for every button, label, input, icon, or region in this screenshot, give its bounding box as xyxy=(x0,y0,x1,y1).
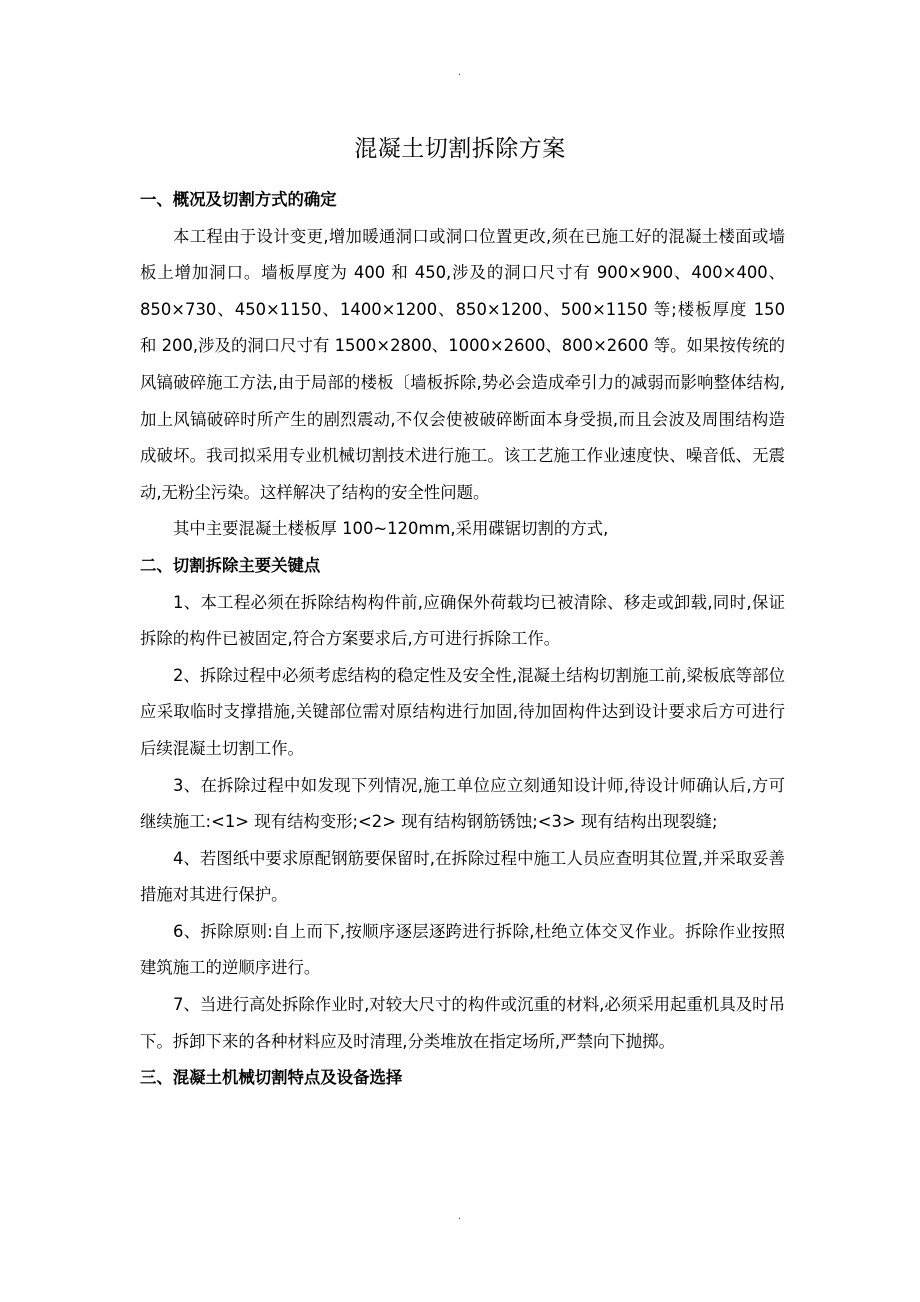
document-title: 混凝土切割拆除方案 xyxy=(354,136,566,162)
page-top-marker: . xyxy=(458,67,462,78)
paragraph-key-point-2: 2、拆除过程中必须考虑结构的稳定性及安全性,混凝土结构切割施工前,梁板底等部位应采取临时支撑措施,关键部位需对原结构进行加固,待加固构件达到设计要求后方可进行后续混凝土切割工作。 xyxy=(140,665,785,758)
paragraph-key-point-4: 4、若图纸中要求原配钢筋要保留时,在拆除过程中施工人员应查明其位置,并采取妥善措施对其进行保护。 xyxy=(140,848,785,905)
paragraph-key-point-1: 1、本工程必须在拆除结构构件前,应确保外荷载均已被清除、移走或卸载,同时,保证拆除的构件已被固定,符合方案要求后,方可进行拆除工作。 xyxy=(140,592,785,649)
paragraph-key-point-7: 7、当进行高处拆除作业时,对较大尺寸的构件或沉重的材料,必须采用起重机具及时吊下。拆卸下来的各种材料应及时清理,分类堆放在指定场所,严禁向下抛掷。 xyxy=(140,995,785,1051)
section-heading-equipment: 三、混凝土机械切割特点及设备选择 xyxy=(140,1068,403,1088)
paragraph-key-point-3: 3、在拆除过程中如发现下列情况,施工单位应立刻通知设计师,待设计师确认后,方可继续施工:<1> 现有结构变形;<2> 现有结构钢筋锈蚀;<3> 现有结构出现裂缝; xyxy=(140,775,785,832)
paragraph-key-point-6: 6、拆除原则:自上而下,按顺序逐层逐跨进行拆除,杜绝立体交叉作业。拆除作业按照建筑施工的逆顺序进行。 xyxy=(140,921,785,978)
page-bottom-marker: . xyxy=(458,1211,462,1222)
paragraph-overview: 本工程由于设计变更,增加暖通洞口或洞口位置更改,须在已施工好的混凝土楼面或墙板上增加洞口。墙板厚度为 400 和 450,涉及的洞口尺寸有 900×900、400×400、850×730、450×1150、1400×1200、850×1200、500×1150 等;楼板厚度 150 和 200,涉及的洞口尺寸有 1500×2800、1000×2600、800×2600 等。如果按传统的风镐破碎施工方法,由于局部的楼板〔墙板拆除,势必会造成牵引力的减弱而影响整体结构,加上风镐破碎时所产生的剧烈震动,不仅会使被破碎断面本身受损,而且会波及周围结构造成破坏。我司拟采用专业机械切割技术进行施工。该工艺施工作业速度快、噪音低、无震动,无粉尘污染。这样解决了结构的安全性问题。 xyxy=(140,226,785,502)
document-body xyxy=(140,182,785,1097)
section-heading-overview: 一、概况及切割方式的确定 xyxy=(140,190,337,209)
section-heading-key-points: 二、切割拆除主要关键点 xyxy=(140,555,321,575)
paragraph-cutting-method: 其中主要混凝土楼板厚 100~120mm,采用碟锯切割的方式, xyxy=(173,519,609,539)
